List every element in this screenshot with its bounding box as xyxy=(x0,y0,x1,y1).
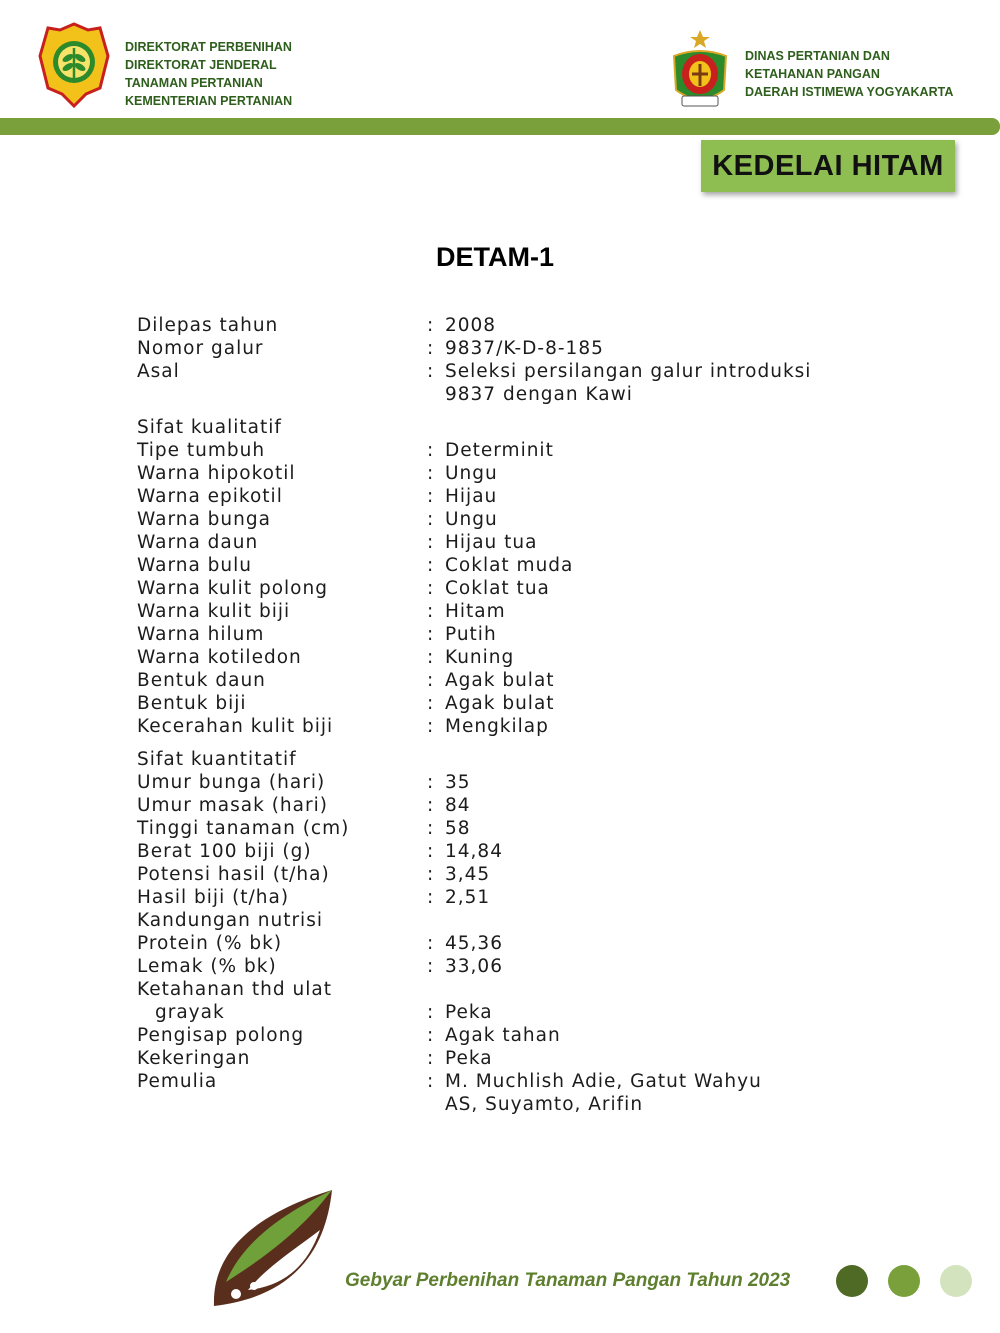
spec-label: Warna kulit polong xyxy=(137,578,328,599)
spec-row-continuation xyxy=(137,1093,897,1116)
spec-label: Warna daun xyxy=(137,532,259,553)
spec-value: 2,51 xyxy=(445,887,491,908)
footer-dot-light xyxy=(940,1265,972,1297)
right-org-name xyxy=(745,47,953,101)
spec-row xyxy=(137,932,897,955)
spec-value: Putih xyxy=(445,624,497,645)
left-org-line: DIREKTORAT JENDERAL xyxy=(125,58,277,72)
spec-row xyxy=(137,360,897,383)
spec-row xyxy=(137,1001,897,1024)
spec-value: 9837 dengan Kawi xyxy=(445,384,633,405)
section-title: Sifat kuantitatif xyxy=(137,749,297,770)
spec-colon: : xyxy=(427,315,435,336)
spec-label: Protein (% bk) xyxy=(137,933,283,954)
spec-value: Ungu xyxy=(445,463,498,484)
spec-value: Mengkilap xyxy=(445,716,549,737)
spec-label: Kecerahan kulit biji xyxy=(137,716,334,737)
spec-label: Asal xyxy=(137,361,180,382)
spec-row xyxy=(137,692,897,715)
spec-row xyxy=(137,840,897,863)
spec-row xyxy=(137,531,897,554)
right-org-line: DAERAH ISTIMEWA YOGYAKARTA xyxy=(745,85,954,99)
spec-colon: : xyxy=(427,578,435,599)
spec-colon: : xyxy=(427,555,435,576)
spec-value: Agak tahan xyxy=(445,1025,561,1046)
spec-value: Coklat tua xyxy=(445,578,550,599)
footer-dot-mid xyxy=(888,1265,920,1297)
spec-value: 9837/K-D-8-185 xyxy=(445,338,604,359)
spec-value: Hitam xyxy=(445,601,506,622)
spec-label: Warna hilum xyxy=(137,624,265,645)
spec-label: Hasil biji (t/ha) xyxy=(137,887,290,908)
spec-row xyxy=(137,955,897,978)
spec-colon: : xyxy=(427,933,435,954)
spec-value: Seleksi persilangan galur introduksi xyxy=(445,361,812,382)
spec-row xyxy=(137,337,897,360)
right-org-line: DINAS PERTANIAN DAN xyxy=(745,49,890,63)
header-divider-bar xyxy=(0,118,1000,135)
footer-dot-dark xyxy=(836,1265,868,1297)
spec-colon: : xyxy=(427,795,435,816)
spec-list xyxy=(137,314,897,1116)
spec-value: Agak bulat xyxy=(445,693,555,714)
spec-label: Nomor galur xyxy=(137,338,264,359)
spec-colon: : xyxy=(427,361,435,382)
spec-section-heading xyxy=(137,416,897,439)
section-title: Sifat kualitatif xyxy=(137,417,282,438)
spec-value: 33,06 xyxy=(445,956,503,977)
spec-row xyxy=(137,863,897,886)
spec-value: AS, Suyamto, Arifin xyxy=(445,1094,644,1115)
spec-colon: : xyxy=(427,772,435,793)
spec-colon: : xyxy=(427,463,435,484)
spec-colon: : xyxy=(427,509,435,530)
spec-colon: : xyxy=(427,716,435,737)
spec-colon: : xyxy=(427,693,435,714)
spec-colon: : xyxy=(427,532,435,553)
spec-value: Coklat muda xyxy=(445,555,574,576)
spec-colon: : xyxy=(427,440,435,461)
spec-label: Warna epikotil xyxy=(137,486,283,507)
variety-name: DETAM-1 xyxy=(436,242,554,272)
spec-value: M. Muchlish Adie, Gatut Wahyu xyxy=(445,1071,762,1092)
spec-label: Kandungan nutrisi xyxy=(137,910,323,931)
spec-value: Hijau tua xyxy=(445,532,538,553)
spec-row xyxy=(137,554,897,577)
spec-subheading xyxy=(137,909,897,932)
spec-label: Warna hipokotil xyxy=(137,463,296,484)
left-org-line: DIREKTORAT PERBENIHAN xyxy=(125,40,292,54)
spec-value: Agak bulat xyxy=(445,670,555,691)
spec-value: Determinit xyxy=(445,440,554,461)
spec-colon: : xyxy=(427,647,435,668)
footer-event-title: Gebyar Perbenihan Tanaman Pangan Tahun 2023 xyxy=(345,1270,791,1291)
spec-label: Pemulia xyxy=(137,1071,218,1092)
spec-label: Umur bunga (hari) xyxy=(137,772,326,793)
spec-value: Peka xyxy=(445,1002,493,1023)
spec-colon: : xyxy=(427,841,435,862)
spec-value: 2008 xyxy=(445,315,497,336)
spec-colon: : xyxy=(427,601,435,622)
spec-value: Hijau xyxy=(445,486,498,507)
spec-label: Warna bulu xyxy=(137,555,253,576)
spec-label: Umur masak (hari) xyxy=(137,795,328,816)
spec-row xyxy=(137,314,897,337)
left-org-line: KEMENTERIAN PERTANIAN xyxy=(125,94,293,108)
spec-colon: : xyxy=(427,864,435,885)
leaf-seed-icon xyxy=(208,1186,336,1310)
spec-value: 58 xyxy=(445,818,471,839)
spec-label: Warna bunga xyxy=(137,509,271,530)
spec-value: 35 xyxy=(445,772,471,793)
spec-value: 84 xyxy=(445,795,471,816)
left-org-line: TANAMAN PERTANIAN xyxy=(125,76,263,90)
spec-row xyxy=(137,623,897,646)
spec-colon: : xyxy=(427,670,435,691)
spec-label: grayak xyxy=(155,1002,225,1023)
ministry-of-agriculture-emblem-icon xyxy=(38,22,110,108)
spec-colon: : xyxy=(427,1002,435,1023)
spec-row xyxy=(137,1070,897,1093)
spec-label: Bentuk biji xyxy=(137,693,247,714)
spec-row xyxy=(137,439,897,462)
spec-row xyxy=(137,462,897,485)
spec-label: Potensi hasil (t/ha) xyxy=(137,864,330,885)
spec-subheading xyxy=(137,978,897,1001)
spec-colon: : xyxy=(427,1048,435,1069)
spec-value: Kuning xyxy=(445,647,515,668)
spec-colon: : xyxy=(427,1071,435,1092)
category-title-box xyxy=(701,140,955,192)
spec-label: Berat 100 biji (g) xyxy=(137,841,312,862)
spec-label: Lemak (% bk) xyxy=(137,956,277,977)
spec-row xyxy=(137,646,897,669)
spec-section-heading xyxy=(137,748,897,771)
spec-row xyxy=(137,485,897,508)
spec-colon: : xyxy=(427,338,435,359)
spec-row xyxy=(137,715,897,738)
spec-row xyxy=(137,771,897,794)
spec-row xyxy=(137,669,897,692)
spec-value: 14,84 xyxy=(445,841,503,862)
spec-row xyxy=(137,886,897,909)
category-title: KEDELAI HITAM xyxy=(712,149,944,182)
spec-label: Pengisap polong xyxy=(137,1025,305,1046)
spec-row xyxy=(137,600,897,623)
spec-colon: : xyxy=(427,887,435,908)
spec-label: Bentuk daun xyxy=(137,670,266,691)
spec-row xyxy=(137,817,897,840)
spec-value: Ungu xyxy=(445,509,498,530)
spec-label: Warna kotiledon xyxy=(137,647,302,668)
spec-row xyxy=(137,1024,897,1047)
spec-label: Tinggi tanaman (cm) xyxy=(137,818,350,839)
spec-colon: : xyxy=(427,956,435,977)
spec-value: Peka xyxy=(445,1048,493,1069)
spec-label: Tipe tumbuh xyxy=(137,440,266,461)
yogyakarta-coat-of-arms-icon xyxy=(668,28,732,112)
spec-colon: : xyxy=(427,818,435,839)
spec-value: 45,36 xyxy=(445,933,503,954)
spec-label: Dilepas tahun xyxy=(137,315,279,336)
spec-colon: : xyxy=(427,1025,435,1046)
spec-label: Kekeringan xyxy=(137,1048,251,1069)
spec-row xyxy=(137,794,897,817)
spec-row xyxy=(137,1047,897,1070)
spec-row-continuation xyxy=(137,383,897,406)
spec-colon: : xyxy=(427,486,435,507)
spec-colon: : xyxy=(427,624,435,645)
spec-row xyxy=(137,508,897,531)
spec-value: 3,45 xyxy=(445,864,491,885)
spec-row xyxy=(137,577,897,600)
left-org-name xyxy=(125,38,292,110)
right-org-line: KETAHANAN PANGAN xyxy=(745,67,880,81)
spec-label: Warna kulit biji xyxy=(137,601,291,622)
spec-label: Ketahanan thd ulat xyxy=(137,979,332,1000)
